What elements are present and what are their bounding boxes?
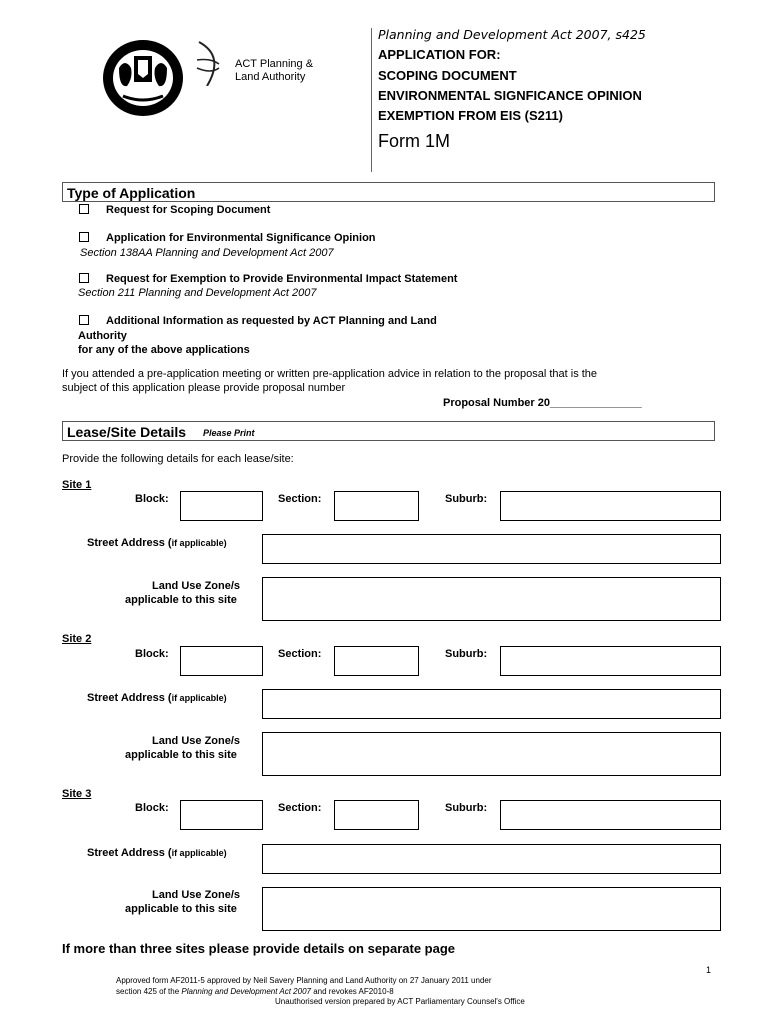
site-1-heading: Site 1 [62, 479, 92, 491]
application-line-1: APPLICATION FOR: [378, 47, 501, 62]
pre-application-text-line1: If you attended a pre-application meeting or written pre-application advice in relation to the proposal that is the [62, 368, 598, 380]
environmental-significance-checkbox[interactable] [79, 232, 89, 242]
agency-name-line1: ACT Planning & [235, 58, 314, 70]
option-additional-label: Additional Information as requested by ACT Planning and Land [106, 315, 437, 327]
site-2-section-input[interactable] [334, 646, 419, 676]
please-print-note: Please Print [203, 428, 255, 438]
site-2-street-label: Street Address (if applicable) [87, 692, 227, 704]
site-3-section-label: Section: [278, 802, 322, 814]
site-2-street-input[interactable] [262, 689, 721, 719]
form-number: Form 1M [378, 131, 450, 151]
site-1-suburb-label: Suburb: [445, 493, 488, 505]
site-2-suburb-input[interactable] [500, 646, 721, 676]
site-3-suburb-input[interactable] [500, 800, 721, 830]
agency-name-line2: Land Authority [235, 71, 306, 83]
header-divider [371, 28, 372, 172]
act-reference: Planning and Development Act 2007, s425 [378, 27, 646, 42]
page-number: 1 [706, 965, 712, 975]
site-1-street-label: Street Address (if applicable) [87, 537, 227, 549]
application-line-3: ENVIRONMENTAL SIGNFICANCE OPINION [378, 88, 642, 103]
option-esopinion-sub: Section 138AA Planning and Development Act 2007 [80, 247, 334, 259]
option-additional-line3: for any of the above applications [78, 344, 250, 356]
application-line-2: SCOPING DOCUMENT [378, 68, 517, 83]
application-line-4: EXEMPTION FROM EIS (S211) [378, 108, 563, 123]
site-3-zone-label-line1: Land Use Zone/s [152, 889, 241, 901]
site-2-block-input[interactable] [180, 646, 263, 676]
pre-application-text-line2: subject of this application please provide proposal number [62, 382, 346, 394]
scoping-document-checkbox[interactable] [79, 204, 89, 214]
option-esopinion-label: Application for Environmental Significance Opinion [106, 232, 376, 244]
site-1-block-label: Block: [135, 493, 169, 505]
footer-approval-line2: section 425 of the Planning and Development Act 2007 and revokes AF2010-8 [116, 987, 394, 996]
act-government-seal-logo [101, 38, 185, 118]
additional-information-checkbox[interactable] [79, 315, 89, 325]
site-1-zone-input[interactable] [262, 577, 721, 621]
site-2-zone-input[interactable] [262, 732, 721, 776]
site-3-street-label: Street Address (if applicable) [87, 847, 227, 859]
site-2-suburb-label: Suburb: [445, 648, 488, 660]
option-additional-line2: Authority [78, 330, 127, 342]
site-2-zone-label-line2: applicable to this site [125, 749, 237, 761]
site-1-zone-label-line2: applicable to this site [125, 594, 237, 606]
footer-approval-line1: Approved form AF2011-5 approved by Neil Savery Planning and Land Authority on 27 January 2011 under [116, 976, 492, 985]
site-2-block-label: Block: [135, 648, 169, 660]
site-1-suburb-input[interactable] [500, 491, 721, 521]
site-3-section-input[interactable] [334, 800, 419, 830]
site-1-street-input[interactable] [262, 534, 721, 564]
site-1-block-input[interactable] [180, 491, 263, 521]
site-3-zone-input[interactable] [262, 887, 721, 931]
type-of-application-title: Type of Application [67, 185, 196, 201]
site-3-suburb-label: Suburb: [445, 802, 488, 814]
site-2-section-label: Section: [278, 648, 322, 660]
footer-unauthorised-note: Unauthorised version prepared by ACT Parliamentary Counsel's Office [275, 997, 525, 1006]
site-2-zone-label-line1: Land Use Zone/s [152, 735, 241, 747]
site-3-street-input[interactable] [262, 844, 721, 874]
option-exemption-label: Request for Exemption to Provide Environmental Impact Statement [106, 273, 458, 285]
more-sites-note: If more than three sites please provide details on separate page [62, 941, 456, 956]
site-3-block-label: Block: [135, 802, 169, 814]
lease-intro-text: Provide the following details for each lease/site: [62, 453, 294, 465]
site-1-section-label: Section: [278, 493, 322, 505]
site-3-block-input[interactable] [180, 800, 263, 830]
site-1-section-input[interactable] [334, 491, 419, 521]
lease-site-details-header [62, 421, 715, 441]
option-scoping-label: Request for Scoping Document [106, 204, 271, 216]
site-2-heading: Site 2 [62, 633, 92, 645]
type-of-application-header [62, 182, 715, 202]
site-3-heading: Site 3 [62, 788, 92, 800]
lease-site-details-title: Lease/Site Details [67, 424, 187, 440]
option-exemption-sub: Section 211 Planning and Development Act 2007 [78, 287, 317, 299]
act-planning-swirl-logo [195, 38, 235, 86]
eis-exemption-checkbox[interactable] [79, 273, 89, 283]
proposal-number-field[interactable]: Proposal Number 20_______________ [443, 397, 642, 409]
site-1-zone-label-line1: Land Use Zone/s [152, 580, 241, 592]
site-3-zone-label-line2: applicable to this site [125, 903, 237, 915]
